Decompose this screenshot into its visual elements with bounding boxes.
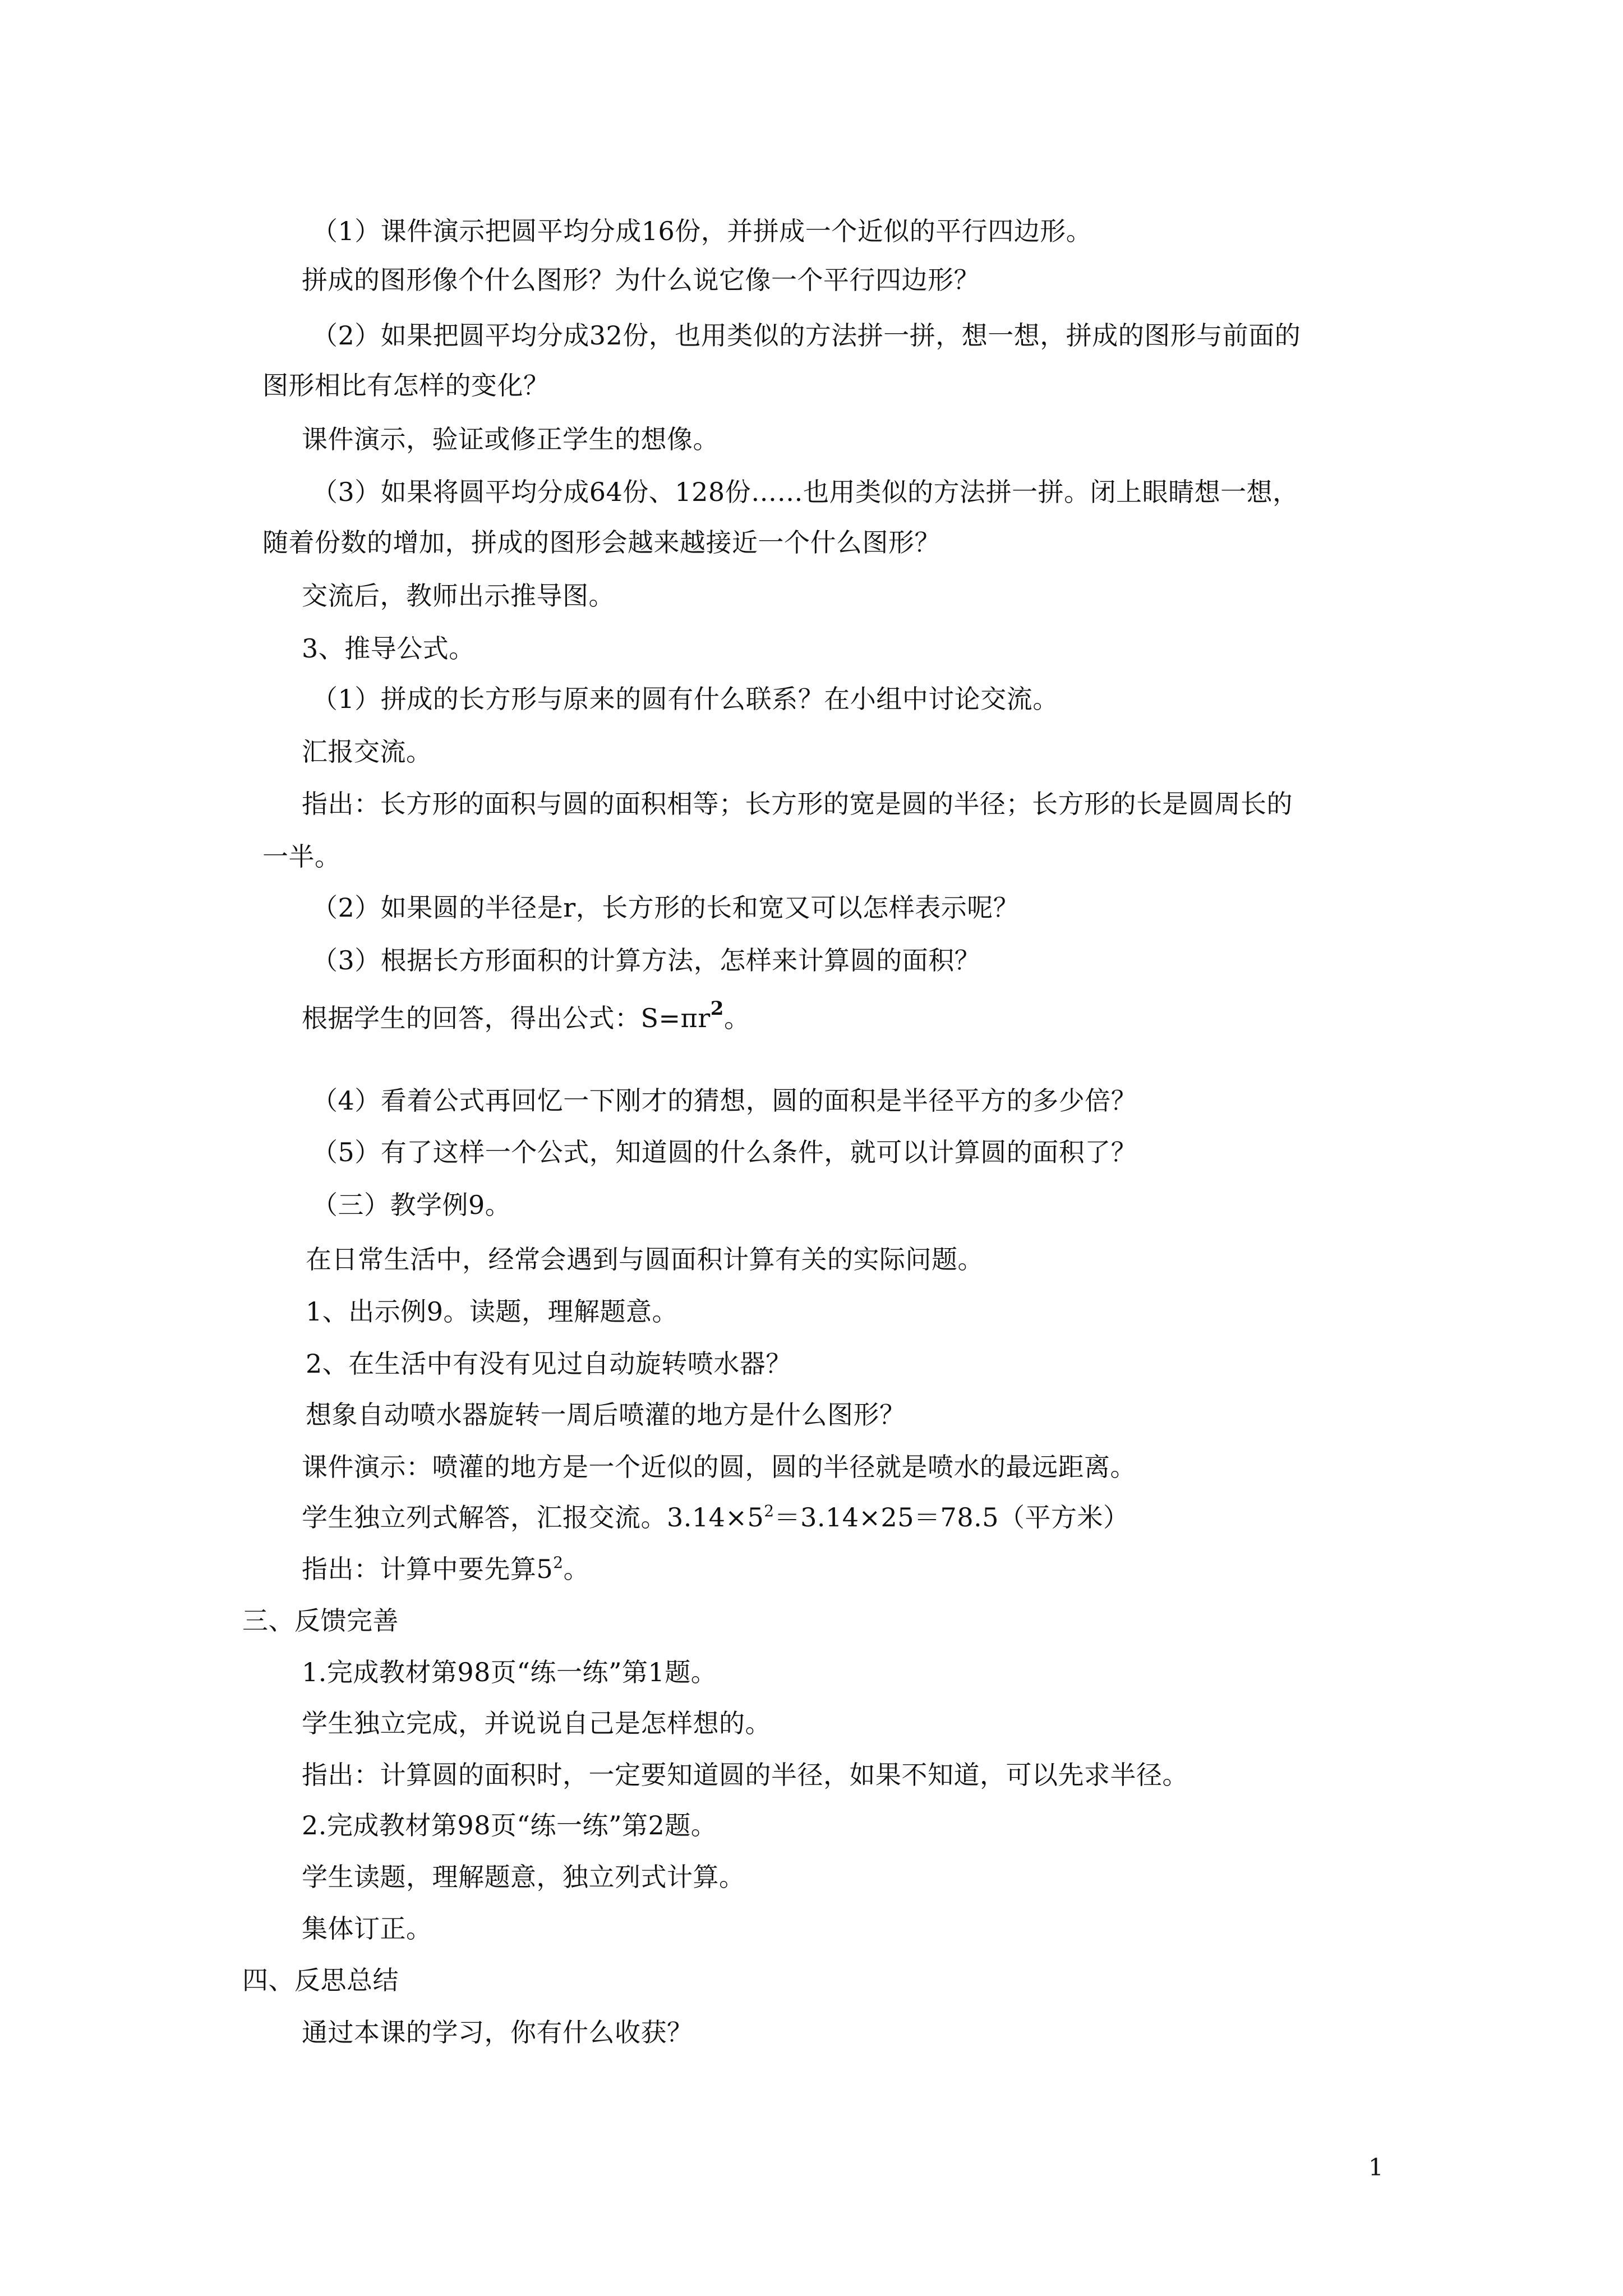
text-line: （3）如果将圆平均分成64份、128份……也用类似的方法拼一拼。闭上眼睛想一想， — [312, 477, 1299, 507]
formula-exponent: 2 — [710, 997, 724, 1020]
text-line: 1.完成教材第98页“练一练”第1题。 — [302, 1657, 717, 1687]
text-line: （2）如果把圆平均分成32份，也用类似的方法拼一拼，想一想，拼成的图形与前面的 — [312, 320, 1301, 351]
text-line: 学生独立完成，并说说自己是怎样想的。 — [302, 1708, 771, 1738]
text-line: （3）根据长方形面积的计算方法，怎样来计算圆的面积？ — [312, 945, 981, 976]
calculation-note-text: 指出：计算中要先算5 — [302, 1554, 554, 1584]
text-line: 学生读题，理解题意，独立列式计算。 — [302, 1862, 745, 1892]
calculation-note-line — [302, 1552, 589, 1586]
text-line: 一半。 — [262, 841, 341, 872]
calculation-note-exponent: 2 — [553, 1553, 564, 1572]
text-line: 交流后，教师出示推导图。 — [302, 581, 615, 611]
section-heading: （三）教学例9。 — [312, 1190, 511, 1220]
text-line: 指出：长方形的面积与圆的面积相等；长方形的宽是圆的半径；长方形的长是圆周长的 — [302, 789, 1293, 819]
text-line: 课件演示：喷灌的地方是一个近似的圆，圆的半径就是喷水的最远距离。 — [302, 1452, 1136, 1482]
section-heading: 3、推导公式。 — [302, 633, 475, 664]
text-line: 1、出示例9。读题，理解题意。 — [306, 1296, 679, 1327]
text-line: 课件演示，验证或修正学生的想像。 — [302, 424, 719, 454]
text-line: 2.完成教材第98页“练一练”第2题。 — [302, 1810, 717, 1841]
text-line: （1）课件演示把圆平均分成16份，并拼成一个近似的平行四边形。 — [312, 216, 1092, 246]
text-line: （1）拼成的长方形与原来的圆有什么联系？在小组中讨论交流。 — [312, 684, 1059, 714]
page-number: 1 — [1368, 2154, 1384, 2181]
text-line: （5）有了这样一个公式，知道圆的什么条件，就可以计算圆的面积了？ — [312, 1137, 1137, 1167]
section-heading: 四、反思总结 — [242, 1965, 399, 1995]
formula-line — [302, 997, 750, 1035]
text-line: （4）看着公式再回忆一下刚才的猜想，圆的面积是半径平方的多少倍？ — [312, 1085, 1137, 1116]
text-line: 集体订正。 — [302, 1913, 432, 1944]
text-line: 指出：计算圆的面积时，一定要知道圆的半径，如果不知道，可以先求半径。 — [302, 1760, 1188, 1790]
text-line: 通过本课的学习，你有什么收获？ — [302, 2017, 693, 2047]
text-line: 2、在生活中有没有见过自动旋转喷水器？ — [306, 1349, 792, 1379]
text-line: 拼成的图形像个什么图形？为什么说它像一个平行四边形？ — [302, 265, 980, 295]
formula-text: 根据学生的回答，得出公式：S=πr — [302, 1003, 711, 1033]
text-line: 随着份数的增加，拼成的图形会越来越接近一个什么图形？ — [262, 527, 940, 558]
calculation-line — [302, 1501, 1129, 1534]
calculation-text: 学生独立列式解答，汇报交流。3.14×5 — [302, 1502, 764, 1533]
formula-end: 。 — [723, 1003, 750, 1033]
text-line: 汇报交流。 — [302, 737, 432, 767]
calculation-note-end: 。 — [563, 1554, 590, 1584]
text-line: 图形相比有怎样的变化？ — [262, 370, 550, 401]
text-line: 在日常生活中，经常会遇到与圆面积计算有关的实际问题。 — [306, 1244, 984, 1274]
text-line: （2）如果圆的半径是r，长方形的长和宽又可以怎样表示呢？ — [312, 892, 1020, 923]
calculation-exponent: 2 — [764, 1502, 774, 1520]
calculation-result: ＝3.14×25＝78.5（平方米） — [774, 1502, 1129, 1533]
text-line: 想象自动喷水器旋转一周后喷灌的地方是什么图形？ — [306, 1400, 906, 1430]
section-heading: 三、反馈完善 — [242, 1605, 399, 1636]
